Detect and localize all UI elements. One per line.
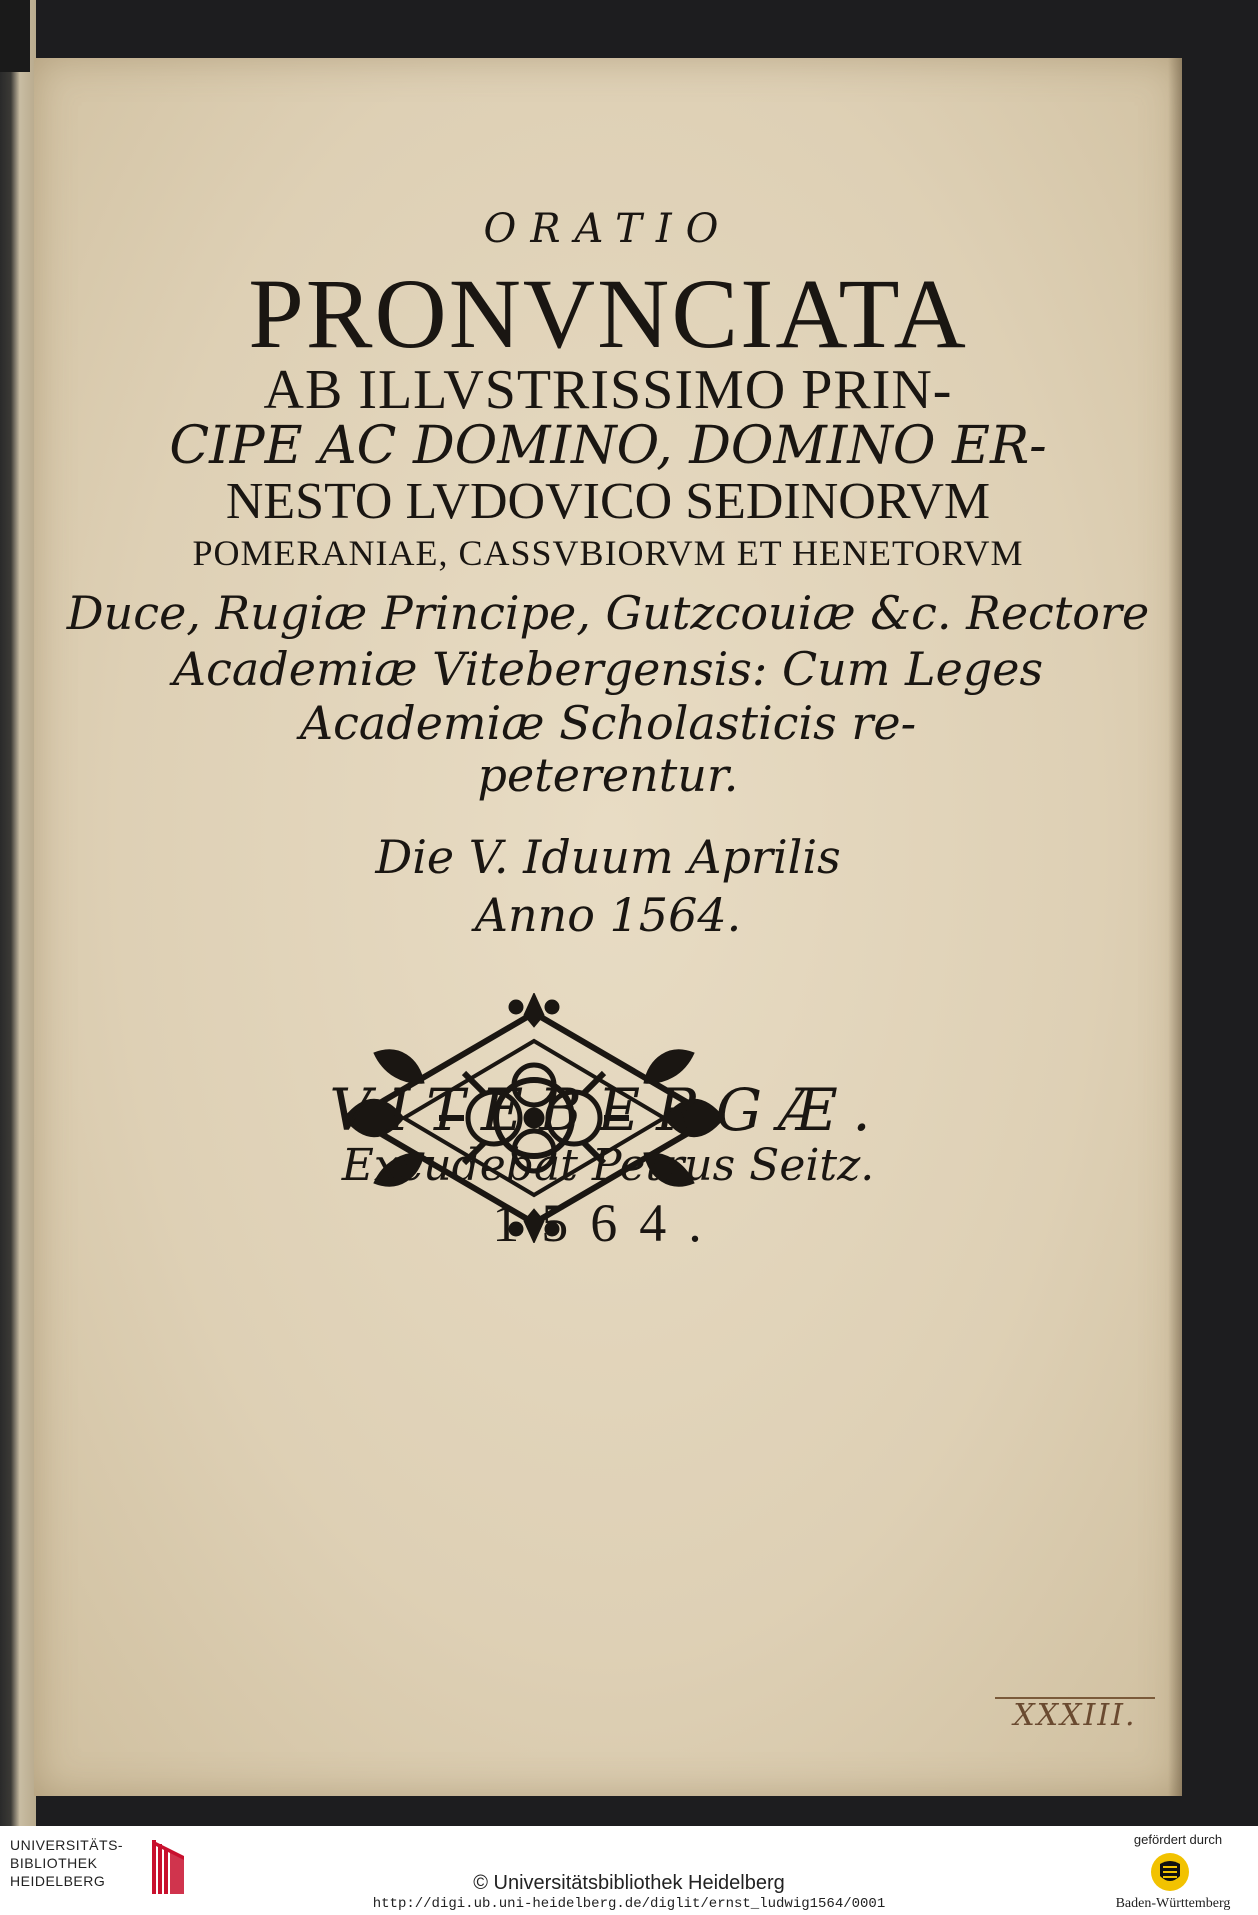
copyright-notice: © Universitätsbibliothek Heidelberg xyxy=(473,1872,785,1894)
title-line-4: CIPE AC DOMINO, DOMINO ER- xyxy=(169,416,1047,476)
title-line-7: Duce, Rugiæ Principe, Gutzcouiæ &c. Rectore xyxy=(66,586,1150,640)
book-spine-top xyxy=(0,0,30,72)
title-page xyxy=(34,58,1182,1796)
library-name-line-2: BIBLIOTHEK xyxy=(10,1855,98,1871)
date-line-1: Die V. Iduum Aprilis xyxy=(375,830,841,884)
title-line-8: Academiæ Vitebergensis: Cum Leges xyxy=(172,642,1044,696)
imprint-place: VITEBERGÆ. xyxy=(329,1076,887,1144)
title-line-3: AB ILLVSTRISSIMO PRIN- xyxy=(263,359,953,421)
title-line-9: Academiæ Scholasticis re- xyxy=(299,696,917,750)
date-line-2: Anno 1564. xyxy=(474,888,742,942)
library-name-line-1: UNIVERSITÄTS- xyxy=(10,1837,124,1853)
imprint-printer: Excudebat Petrus Seitz. xyxy=(341,1140,875,1191)
funder-name: Baden-Württemberg xyxy=(1115,1896,1231,1911)
title-line-6: POMERANIAE, CASSVBIORVM ET HENETORVM xyxy=(192,533,1024,573)
baden-wuerttemberg-logo-icon[interactable] xyxy=(1150,1852,1190,1892)
shelfmark-note: XXXIII. xyxy=(995,1697,1155,1733)
imprint-year: 1564. xyxy=(492,1193,724,1253)
library-name-line-3: HEIDELBERG xyxy=(10,1873,106,1889)
book-spine xyxy=(0,0,36,1826)
title-line-pronunciata: PRONVNCIATA xyxy=(248,258,968,369)
funded-by-label: gefördert durch xyxy=(1133,1832,1223,1847)
title-line-10: peterentur. xyxy=(477,748,739,802)
permalink-url[interactable]: http://digi.ub.uni-heidelberg.de/diglit/ernst_ludwig1564/0001 xyxy=(372,1896,886,1912)
title-line-5: NESTO LVDOVICO SEDINORVM xyxy=(225,473,991,530)
title-line-oratio: ORATIO xyxy=(483,206,733,252)
viewer-footer xyxy=(0,1826,1258,1915)
